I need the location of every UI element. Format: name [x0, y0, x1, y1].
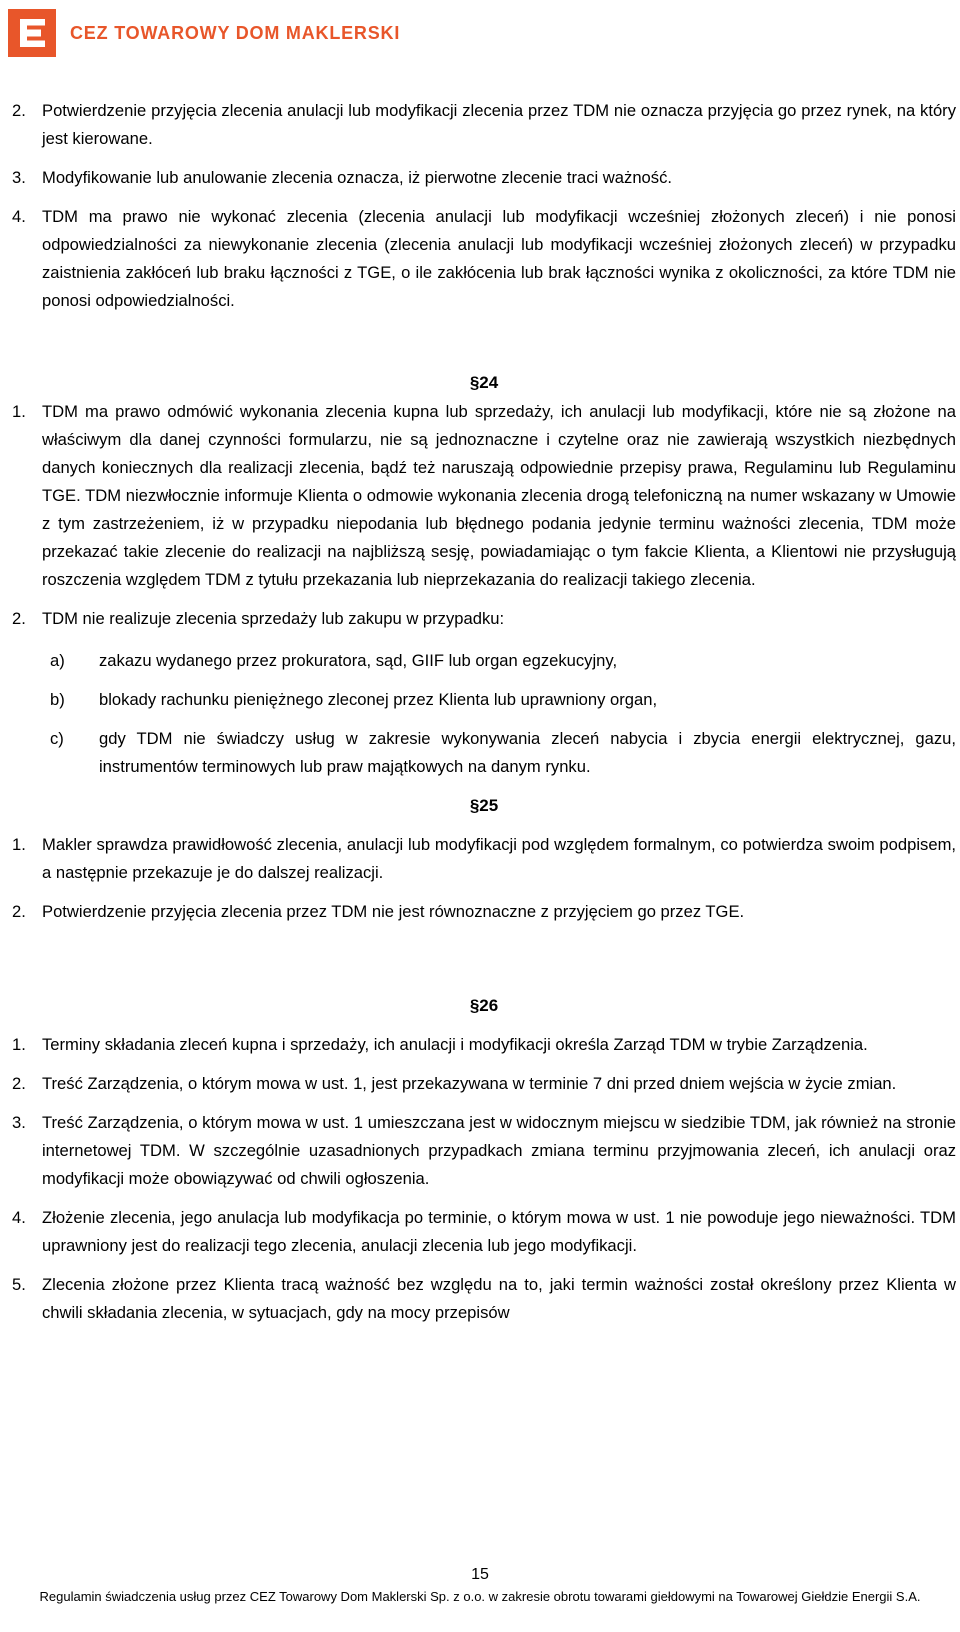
item-text: Modyfikowanie lub anulowanie zlecenia oznacza, iż pierwotne zlecenie traci ważność.: [42, 168, 672, 187]
item-text: TDM ma prawo nie wykonać zlecenia (zlecenia anulacji lub modyfikacji wcześniej złożonych zleceń) i nie ponosi odpowiedzialności za niewykonanie zlecenia (zlecenia anulacji lub modyfikacji wcześniej złożonych zleceń) w przypadku zaistnienia zakłóceń lub braku łączności z TGE, o ile zakłócenia lub brak łączności wynika z okoliczności, za które TDM nie ponosi odpowiedzialności.: [42, 207, 956, 310]
item-text: Terminy składania zleceń kupna i sprzedaży, ich anulacji i modyfikacji określa Zarząd TDM w trybie Zarządzenia.: [42, 1035, 868, 1054]
footer-text: Regulamin świadczenia usług przez CEZ Towarowy Dom Maklerski Sp. z o.o. w zakresie obrotu towarami giełdowymi na Towarowej Giełdzie Energii S.A.: [39, 1589, 921, 1604]
item-number: 2.: [12, 101, 26, 120]
sub-item-label: b): [50, 690, 65, 709]
sub-list-item: [12, 725, 956, 781]
sub-item-text: zakazu wydanego przez prokuratora, sąd, GIIF lub organ egzekucyjny,: [99, 651, 618, 670]
item-number: 2.: [12, 1074, 26, 1093]
list-item: [12, 898, 956, 926]
item-number: 1.: [12, 835, 26, 854]
section-heading-26: §26: [469, 996, 499, 1015]
page-number: 15: [471, 1566, 489, 1583]
item-text: Potwierdzenie przyjęcia zlecenia anulacji lub modyfikacji zlecenia przez TDM nie oznacza przyjęcia go przez rynek, na który jest kierowane.: [42, 101, 956, 148]
sub-item-text: gdy TDM nie świadczy usług w zakresie wykonywania zleceń nabycia i zbycia energii elektrycznej, gazu, instrumentów terminowych lub praw majątkowych na danym rynku.: [99, 729, 956, 776]
list-item: [12, 1109, 956, 1193]
item-number: 5.: [12, 1275, 26, 1294]
item-text: TDM ma prawo odmówić wykonania zlecenia kupna lub sprzedaży, ich anulacji lub modyfikacji, które nie są złożone na właściwym dla danej czynności formularzu, nie są jednoznaczne i czytelne oraz nie zawierają wszystkich niezbędnych danych koniecznych dla realizacji zlecenia, bądź też naruszają odpowiednie przepisy prawa, Regulaminu lub Regulaminu TGE. TDM niezwłocznie informuje Klienta o odmowie wykonania zlecenia drogą telefoniczną na numer wskazany w Umowie z tym zastrzeżeniem, iż w przypadku niepodania lub błędnego podania jedynie terminu ważności zlecenia, TDM może przekazać takie zlecenie do realizacji na najbliższą sesję, powiadamiając o tym fakcie Klienta, a Klientowi nie przysługują roszczenia względem TDM z tytułu przekazania lub nieprzekazania do realizacji takiego zlecenia.: [42, 402, 956, 589]
item-text: Treść Zarządzenia, o którym mowa w ust. 1, jest przekazywana w terminie 7 dni przed dniem wejścia w życie zmian.: [42, 1074, 897, 1093]
item-text: Zlecenia złożone przez Klienta tracą ważność bez względu na to, jaki termin ważności został określony przez Klienta w chwili składania zlecenia, w sytuacjach, gdy na mocy przepisów: [42, 1275, 956, 1322]
list-item: [12, 605, 956, 633]
list-item: [12, 398, 956, 594]
sub-item-text: blokady rachunku pieniężnego zleconej przez Klienta lub uprawniony organ,: [99, 690, 658, 709]
page-footer: [0, 1565, 960, 1606]
list-item: [12, 203, 956, 315]
sub-list-item: [12, 686, 956, 714]
item-text: Makler sprawdza prawidłowość zlecenia, anulacji lub modyfikacji pod względem formalnym, co potwierdza swoim podpisem, a następnie przekazuje je do dalszej realizacji.: [42, 835, 956, 882]
item-number: 1.: [12, 402, 26, 421]
item-number: 2.: [12, 609, 26, 628]
cez-logo-icon: [8, 9, 56, 57]
section-heading-24: §24: [469, 373, 499, 392]
section-heading-25: §25: [469, 796, 499, 815]
list-item: [12, 164, 956, 192]
page-header: [8, 8, 400, 58]
list-item: [12, 831, 956, 887]
sub-item-label: c): [50, 729, 64, 748]
item-text: Potwierdzenie przyjęcia zlecenia przez TDM nie jest równoznaczne z przyjęciem go przez TGE.: [42, 902, 745, 921]
list-item: [12, 1031, 956, 1059]
item-number: 2.: [12, 902, 26, 921]
sub-list-item: [12, 647, 956, 675]
item-number: 4.: [12, 207, 26, 226]
list-item: [12, 97, 956, 153]
item-number: 4.: [12, 1208, 26, 1227]
item-number: 3.: [12, 1113, 26, 1132]
brand-name: CEZ TOWAROWY DOM MAKLERSKI: [70, 22, 401, 43]
item-text: Treść Zarządzenia, o którym mowa w ust. 1 umieszczana jest w widocznym miejscu w siedzibie TDM, jak również na stronie internetowej TDM. W szczególnie uzasadnionych przypadkach zmiana terminu przyjmowania zleceń, ich anulacji oraz modyfikacji może obowiązywać od chwili ogłoszenia.: [42, 1113, 956, 1188]
item-text: TDM nie realizuje zlecenia sprzedaży lub zakupu w przypadku:: [42, 609, 505, 628]
list-item: [12, 1271, 956, 1327]
document-body: [12, 97, 956, 1327]
sub-item-label: a): [50, 651, 65, 670]
list-item: [12, 1070, 956, 1098]
item-number: 3.: [12, 168, 26, 187]
item-text: Złożenie zlecenia, jego anulacja lub modyfikacja po terminie, o którym mowa w ust. 1 nie powoduje jego nieważności. TDM uprawniony jest do realizacji tego zlecenia, anulacji zlecenia lub jego modyfikacji.: [42, 1208, 956, 1255]
item-number: 1.: [12, 1035, 26, 1054]
list-item: [12, 1204, 956, 1260]
